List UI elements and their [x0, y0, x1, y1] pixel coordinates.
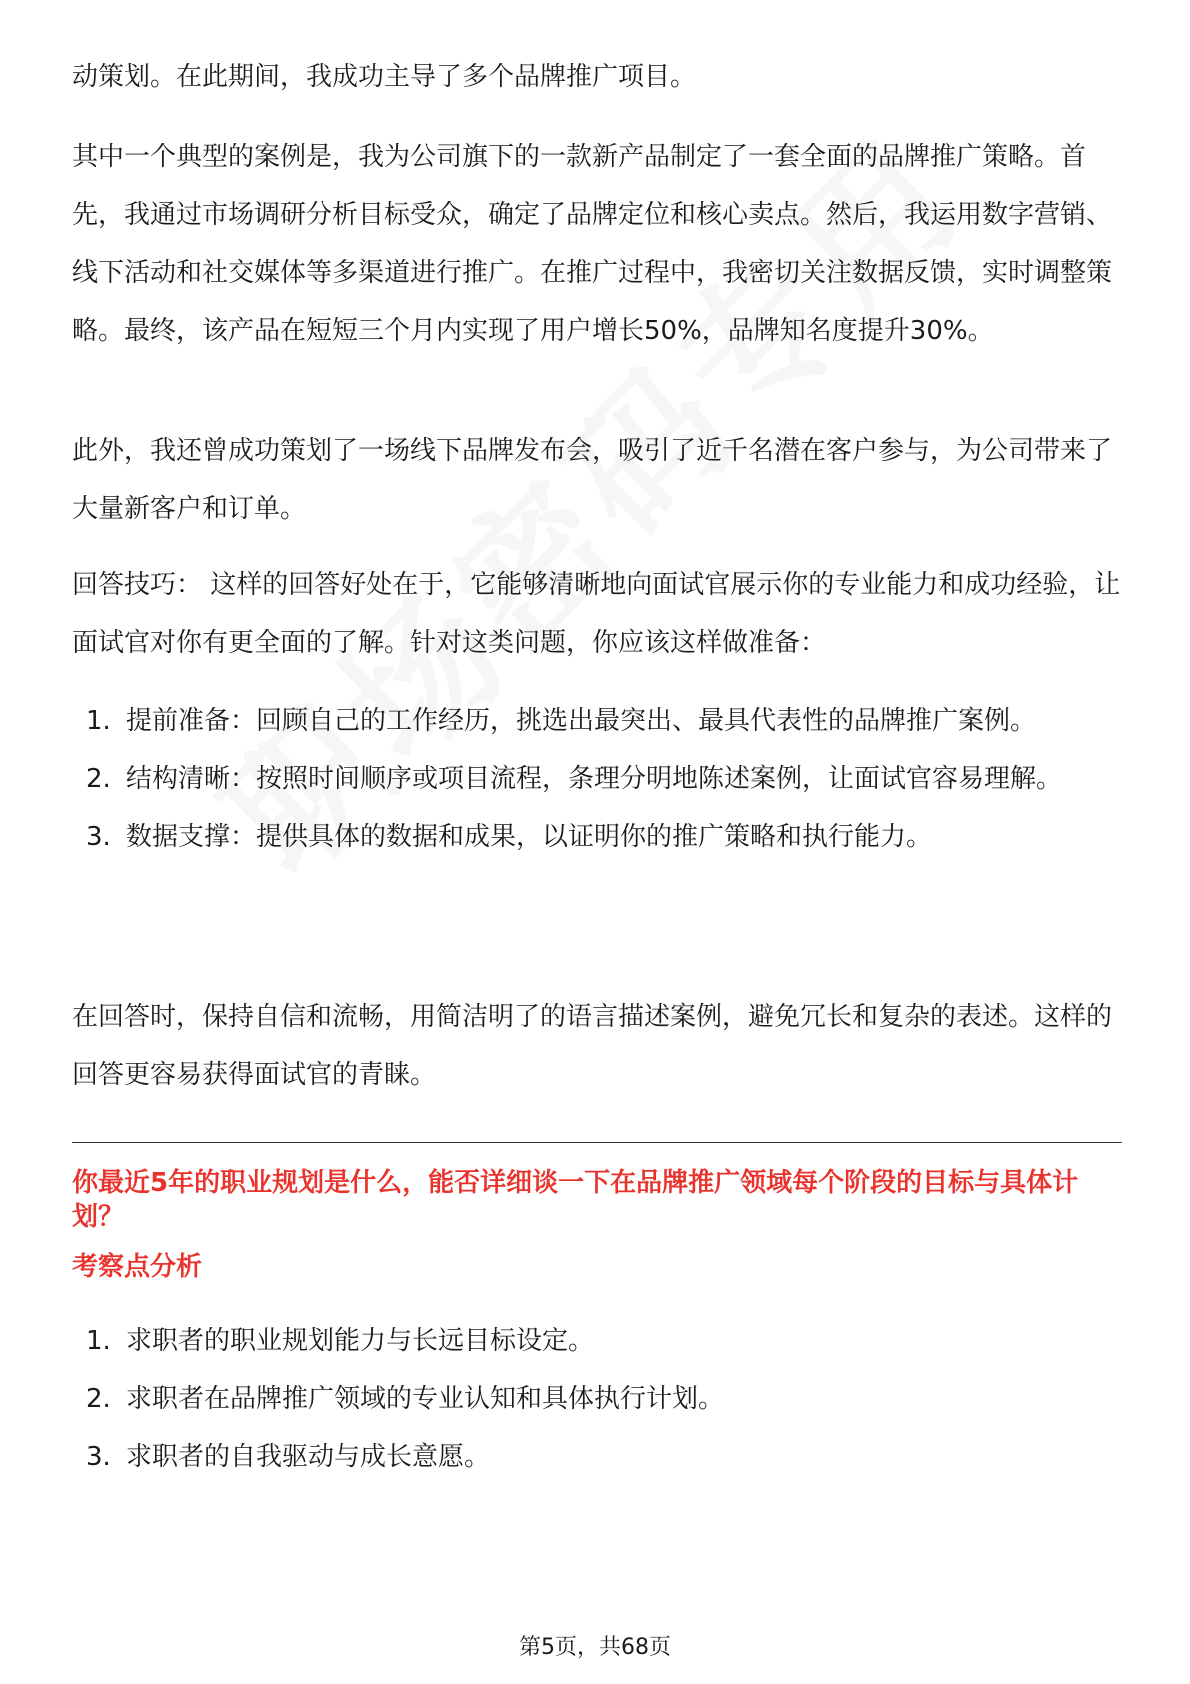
- analysis-title: 考察点分析: [72, 1252, 203, 1282]
- tips-list: [72, 692, 1122, 866]
- list-item: [72, 808, 1122, 866]
- list-item-number: 2.: [86, 764, 111, 794]
- list-item: [72, 692, 1122, 750]
- list-item: [72, 750, 1122, 808]
- paragraph-launch-event: 此外，我还曾成功策划了一场线下品牌发布会，吸引了近千名潜在客户参与，为公司带来了大量新客户和订单。: [72, 436, 1113, 524]
- paragraph-intro-end: 动策划。在此期间，我成功主导了多个品牌推广项目。: [72, 62, 697, 92]
- list-item-number: 1.: [86, 706, 111, 736]
- list-item-text: 求职者的自我驱动与成长意愿。: [126, 1442, 491, 1472]
- list-item: [72, 1312, 1122, 1370]
- list-item-text: 求职者在品牌推广领域的专业认知和具体执行计划。: [126, 1384, 725, 1414]
- interview-question: 你最近5年的职业规划是什么，能否详细谈一下在品牌推广领域每个阶段的目标与具体计划？: [72, 1168, 1079, 1232]
- list-item-number: 3.: [86, 822, 111, 852]
- paragraph-answer-tips: 回答技巧： 这样的回答好处在于，它能够清晰地向面试官展示你的专业能力和成功经验，让面试官对你有更全面的了解。针对这类问题，你应该这样做准备：: [72, 570, 1121, 658]
- section-divider: [72, 1142, 1122, 1143]
- analysis-list: [72, 1312, 1122, 1486]
- list-item-number: 1.: [86, 1326, 111, 1356]
- list-item-text: 求职者的职业规划能力与长远目标设定。: [126, 1326, 595, 1356]
- list-item-text: 结构清晰：按照时间顺序或项目流程，条理分明地陈述案例，让面试官容易理解。: [126, 764, 1063, 794]
- paragraph-conclusion: 在回答时，保持自信和流畅，用简洁明了的语言描述案例，避免冗长和复杂的表述。这样的回答更容易获得面试官的青睐。: [72, 1002, 1113, 1090]
- paragraph-case-example: 其中一个典型的案例是，我为公司旗下的一款新产品制定了一套全面的品牌推广策略。首先，我通过市场调研分析目标受众，确定了品牌定位和核心卖点。然后，我运用数字营销、线下活动和社交媒体等多渠道进行推广。在推广过程中，我密切关注数据反馈，实时调整策略。最终，该产品在短短三个月内实现了用户增长50%，品牌知名度提升30%。: [72, 142, 1113, 346]
- list-item-text: 数据支撑：提供具体的数据和成果，以证明你的推广策略和执行能力。: [126, 822, 933, 852]
- list-item: [72, 1428, 1122, 1486]
- list-item-text: 提前准备：回顾自己的工作经历，挑选出最突出、最具代表性的品牌推广案例。: [126, 706, 1037, 736]
- page-footer: 第5页，共68页: [519, 1635, 671, 1660]
- list-item: [72, 1370, 1122, 1428]
- list-item-number: 2.: [86, 1384, 111, 1414]
- list-item-number: 3.: [86, 1442, 111, 1472]
